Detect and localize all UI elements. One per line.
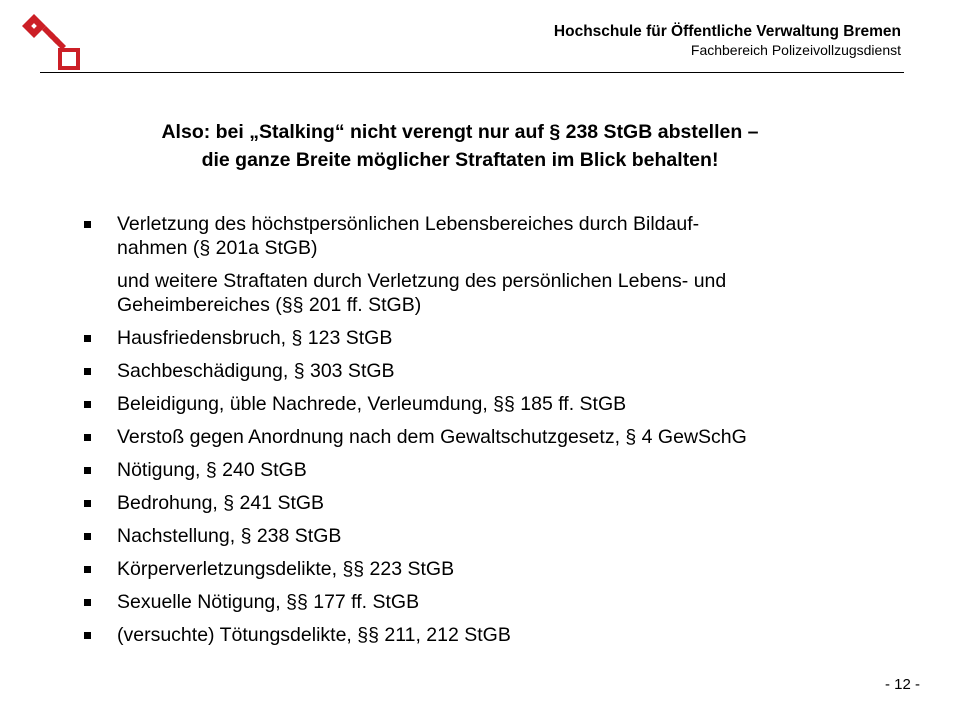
list-item-text: Nötigung, § 240 StGB [117, 459, 307, 481]
header-divider [40, 72, 904, 73]
list-item [82, 524, 902, 548]
bullet-square-icon [84, 533, 91, 540]
offence-list [82, 212, 902, 656]
bremen-key-logo-icon [22, 14, 82, 72]
bullet-square-icon [84, 500, 91, 507]
bullet-square-icon [84, 632, 91, 639]
page-number: - 12 - [884, 676, 920, 693]
list-item-text: und weitere Straftaten durch Verletzung des persönlichen Lebens- und [117, 270, 727, 292]
list-item [82, 491, 902, 515]
bullet-square-icon [84, 566, 91, 573]
institution-name: Hochschule für Öffentliche Verwaltung Bremen [553, 23, 901, 40]
bullet-square-icon [84, 368, 91, 375]
list-item [82, 590, 902, 614]
list-item [82, 392, 902, 416]
headline-line-2: die ganze Breite möglicher Straftaten im Blick behalten! [201, 149, 719, 171]
list-item-text: Sexuelle Nötigung, §§ 177 ff. StGB [117, 591, 420, 613]
slide-headline [60, 118, 860, 174]
bullet-square-icon [84, 434, 91, 441]
bullet-square-icon [84, 401, 91, 408]
list-item-continuation [82, 269, 902, 317]
bullet-square-icon [84, 467, 91, 474]
list-item-text: Verstoß gegen Anordnung nach dem Gewaltschutzgesetz, § 4 GewSchG [117, 426, 747, 448]
header-institution-block [554, 22, 901, 60]
list-item-text: nahmen (§ 201a StGB) [117, 237, 318, 259]
list-item [82, 425, 902, 449]
list-item [82, 623, 902, 647]
list-item-text: Hausfriedensbruch, § 123 StGB [117, 327, 393, 349]
list-item-text: Bedrohung, § 241 StGB [117, 492, 325, 514]
list-item-text: Geheimbereiches (§§ 201 ff. StGB) [117, 294, 422, 316]
list-item [82, 326, 902, 350]
department-name: Fachbereich Polizeivollzugsdienst [690, 42, 901, 58]
headline-line-1: Also: bei „Stalking“ nicht verengt nur auf § 238 StGB abstellen – [161, 121, 759, 143]
list-item-text: Verletzung des höchstpersönlichen Lebensbereiches durch Bildauf- [117, 213, 700, 235]
list-item-text: Nachstellung, § 238 StGB [117, 525, 342, 547]
list-item [82, 458, 902, 482]
list-item [82, 557, 902, 581]
bullet-square-icon [84, 221, 91, 228]
bullet-square-icon [84, 335, 91, 342]
list-item-text: Sachbeschädigung, § 303 StGB [117, 360, 395, 382]
list-item [82, 359, 902, 383]
list-item [82, 212, 902, 260]
list-item-text: Körperverletzungsdelikte, §§ 223 StGB [117, 558, 455, 580]
bullet-square-icon [84, 599, 91, 606]
list-item-text: (versuchte) Tötungsdelikte, §§ 211, 212 StGB [117, 624, 511, 646]
list-item-text: Beleidigung, üble Nachrede, Verleumdung, §§ 185 ff. StGB [117, 393, 627, 415]
